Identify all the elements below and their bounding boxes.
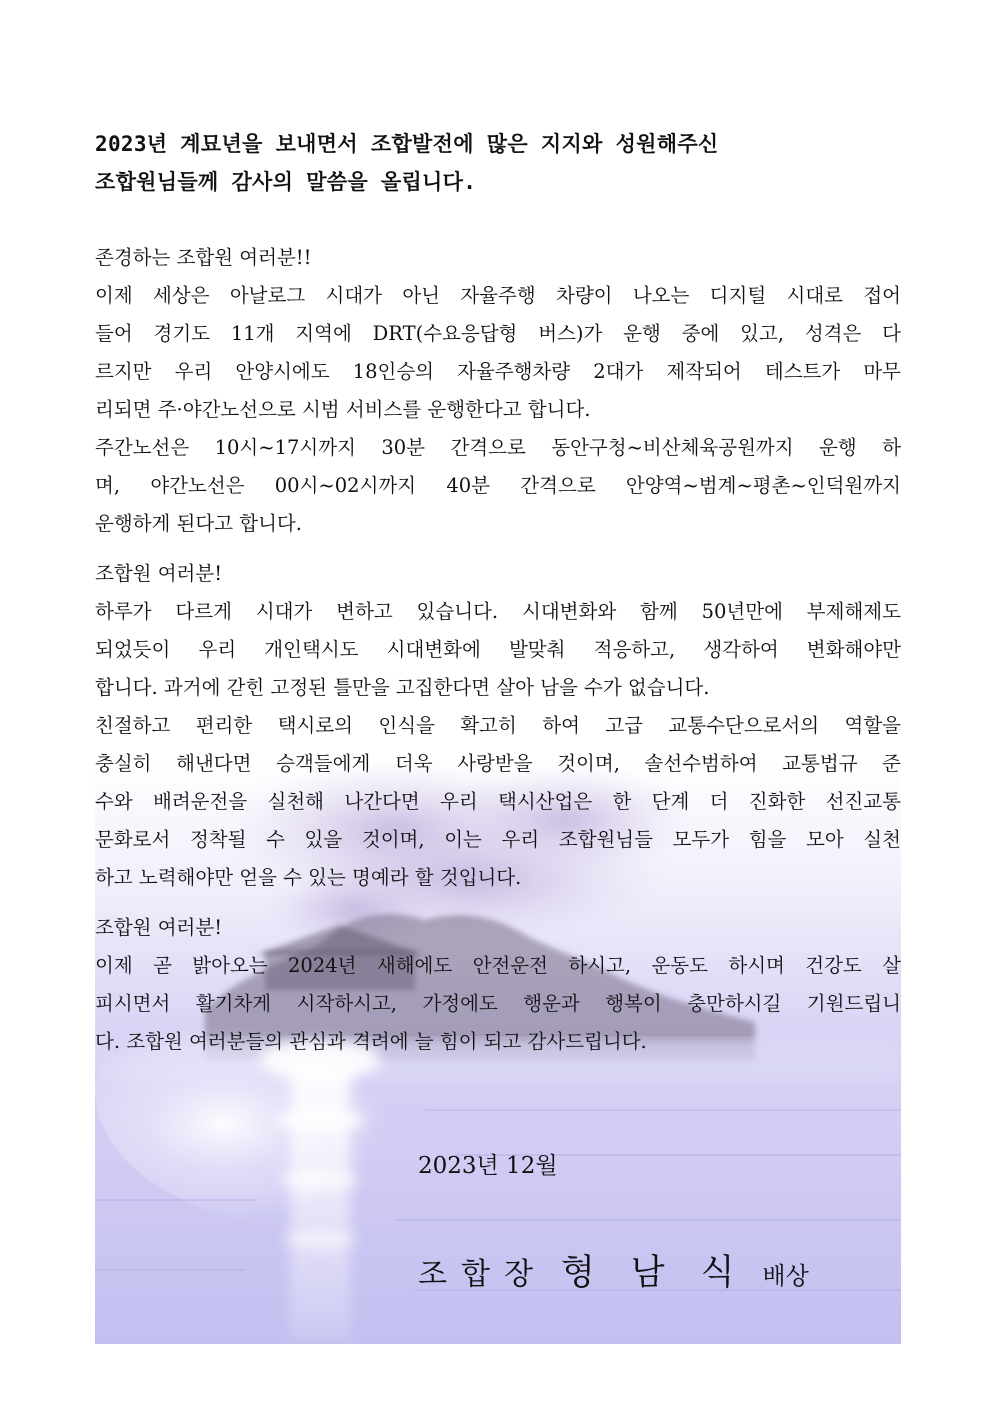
heading-line-1: 2023년 계묘년을 보내면서 조합발전에 많은 지지와 성원해주신 <box>95 132 719 156</box>
text-line: 충실히 해낸다면 승객들에게 더욱 사랑받을 것이며, 솔선수범하여 교통법규 준 <box>95 752 901 775</box>
signature-closing: 배상 <box>762 1262 809 1290</box>
signature-block <box>418 1245 809 1295</box>
text-line: 합니다. 과거에 갇힌 고정된 틀만을 고집한다면 살아 남을 수가 없습니다. <box>95 676 710 699</box>
text-line: 이제 곧 밝아오는 2024년 새해에도 안전운전 하시고, 운동도 하시며 건강도 살 <box>95 954 901 977</box>
text-line: 이제 세상은 아날로그 시대가 아닌 자율주행 차량이 나오는 디지털 시대로 접어 <box>95 284 901 307</box>
paragraph-gap <box>95 543 901 555</box>
paragraph-gap <box>95 897 901 909</box>
text-line: 하고 노력해야만 얻을 수 있는 명예라 할 것입니다. <box>95 866 522 889</box>
text-line: 르지만 우리 안양시에도 18인승의 자율주행차량 2대가 제작되어 테스트가 마무 <box>95 360 901 383</box>
greeting-members-2: 조합원 여러분! <box>95 562 223 585</box>
text-line: 주간노선은 10시~17시까지 30분 간격으로 동안구청~비산체육공원까지 운행 하 <box>95 436 901 459</box>
signature-title: 조합장 <box>418 1257 547 1292</box>
text-line: 피시면서 활기차게 시작하시고, 가정에도 행운과 행복이 충만하시길 기원드립니 <box>95 992 901 1015</box>
signature-name: 형남식 <box>560 1253 771 1293</box>
text-line: 운행하게 된다고 합니다. <box>95 512 302 535</box>
greeting-members-3: 조합원 여러분! <box>95 916 223 939</box>
paragraph-kind-taxi <box>95 707 901 897</box>
text-line: 다. 조합원 여러분들의 관심과 격려에 늘 힘이 되고 감사드립니다. <box>95 1030 647 1053</box>
letter-heading <box>95 125 901 201</box>
paragraph-route-schedule <box>95 429 901 543</box>
text-line: 되었듯이 우리 개인택시도 시대변화에 발맞춰 적응하고, 생각하여 변화해야만 <box>95 638 901 661</box>
text-line: 들어 경기도 11개 지역에 DRT(수요응답형 버스)가 운행 중에 있고, 성격은 다 <box>95 322 901 345</box>
paragraph-changing-times <box>95 593 901 707</box>
letter-body <box>95 125 901 1061</box>
text-line: 친절하고 편리한 택시로의 인식을 확고히 하여 고급 교통수단으로서의 역할을 <box>95 714 901 737</box>
text-line: 리되면 주·야간노선으로 시범 서비스를 운행한다고 합니다. <box>95 398 591 421</box>
paragraph-new-year-wishes <box>95 947 901 1061</box>
paragraph-autonomous-vehicles <box>95 277 901 429</box>
text-line: 수와 배려운전을 실천해 나간다면 우리 택시산업은 한 단계 더 진화한 선진교통 <box>95 790 901 813</box>
text-line: 문화로서 정착될 수 있을 것이며, 이는 우리 조합원님들 모두가 힘을 모아 실천 <box>95 828 901 851</box>
greeting-respected-members: 존경하는 조합원 여러분!! <box>95 246 312 269</box>
text-line: 며, 야간노선은 00시~02시까지 40분 간격으로 안양역~범계~평촌~인덕원까지 <box>95 474 901 497</box>
text-line: 하루가 다르게 시대가 변하고 있습니다. 시대변화와 함께 50년만에 부제해제도 <box>95 600 901 623</box>
heading-line-2: 조합원님들께 감사의 말씀을 올립니다. <box>95 170 477 194</box>
letter-date: 2023년 12월 <box>418 1153 558 1179</box>
